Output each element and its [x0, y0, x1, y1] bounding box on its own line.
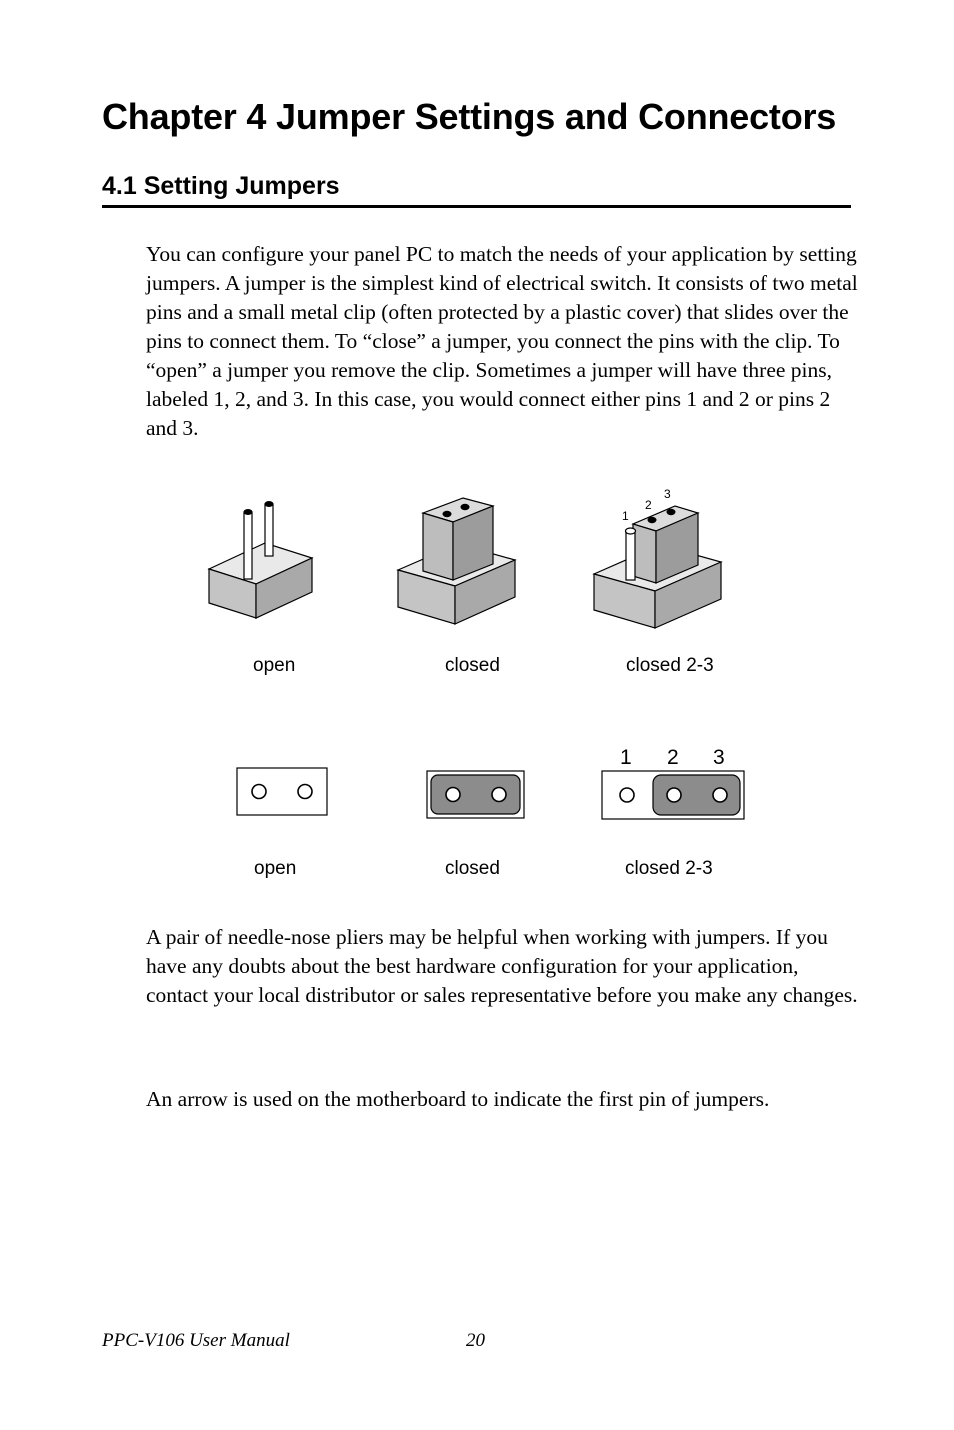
pin-number-3: 3: [664, 487, 671, 501]
pin-label-3: 3: [713, 746, 725, 769]
caption-closed-2-3-top: closed 2-3: [625, 858, 713, 879]
jumper-top-closed-diagram: [426, 770, 526, 820]
caption-open-top: open: [254, 858, 297, 879]
pin-label-1: 1: [620, 746, 632, 769]
pin-number-2: 2: [645, 498, 652, 512]
jumper-3d-open-illustration: [205, 495, 317, 623]
footer-manual-name: PPC-V106 User Manual: [102, 1330, 290, 1351]
section-title: 4.1 Setting Jumpers: [102, 172, 851, 208]
chapter-title: Chapter 4 Jumper Settings and Connectors: [102, 96, 837, 137]
jumper-3d-closed-illustration: [395, 492, 519, 626]
pin-number-1: 1: [622, 509, 629, 523]
caption-open-3d: open: [253, 655, 296, 676]
jumper-top-closed-2-3-diagram: [600, 742, 746, 822]
arrow-paragraph: An arrow is used on the motherboard to indicate the first pin of jumpers.: [146, 1087, 770, 1111]
jumper-top-open-diagram: [236, 767, 329, 817]
intro-paragraph: You can configure your panel PC to match the needs of your application by setting jumpers. A jumper is the simplest kind of electrical switch. It consists of two metal pins and a small metal clip (often protected by a plastic cover) that slides over the pins to connect them. To “close” a jumper, you connect the pins with the clip. To “open” a jumper you remove the clip. Sometimes a jumper will have three pins, labeled 1, 2, and 3. In this case, you would connect either pins 1 and 2 or pins 2 and 3.: [146, 242, 858, 440]
footer-page-number: 20: [466, 1330, 485, 1351]
caption-closed-3d: closed: [445, 655, 500, 676]
caption-closed-top: closed: [445, 858, 500, 879]
caption-closed-2-3-3d: closed 2-3: [626, 655, 714, 676]
pin-label-2: 2: [667, 746, 679, 769]
jumper-3d-closed-2-3-illustration: [590, 482, 726, 630]
pliers-paragraph: A pair of needle-nose pliers may be helpful when working with jumpers. If you have any doubts about the best hardware configuration for your application, contact your local distributor or sales representative before you make any changes.: [146, 925, 858, 1007]
